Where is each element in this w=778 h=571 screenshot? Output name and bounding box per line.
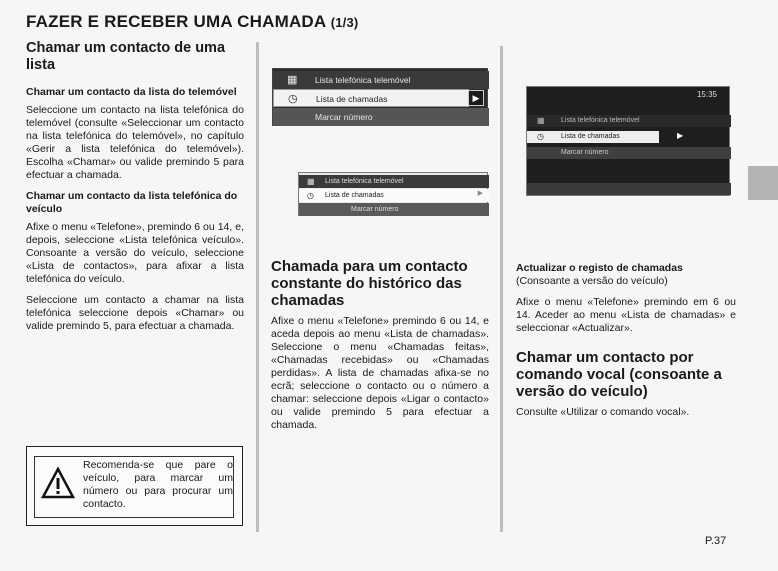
chapter-tab-marker bbox=[748, 166, 778, 200]
section-heading: Chamar um contacto por comando vocal (consoante a versão do veículo) bbox=[516, 349, 722, 400]
subsection-heading: Chamar um contacto da lista telefónica do veículo bbox=[26, 190, 238, 215]
menu-row-dial-number: Marcar número bbox=[273, 108, 489, 126]
page-title-part: (1/3) bbox=[330, 15, 359, 30]
page-title-text: FAZER E RECEBER UMA CHAMADA bbox=[26, 12, 326, 31]
menu-row-phonebook: ▦ Lista telefónica telemóvel bbox=[299, 175, 489, 188]
chevron-right-icon: ▶ bbox=[677, 131, 684, 140]
menu-row-phonebook: ▦ Lista telefónica telemóvel bbox=[527, 115, 731, 127]
paragraph: Seleccione um contacto na lista telefónica do telemóvel (consulte «Seleccionar um contacto na lista telefónica do telemóvel», no capítulo «Gerir a lista telefónica do telemóvel»). Escolha «Chamar» ou valide premindo 5 para efectuar a chamada. bbox=[26, 104, 244, 181]
menu-row-call-list: ◷ Lista de chamadas bbox=[273, 89, 469, 107]
phonebook-icon: ▦ bbox=[307, 177, 315, 186]
status-bar bbox=[527, 183, 731, 195]
menu-row-call-list: ◷ Lista de chamadas bbox=[527, 131, 659, 143]
warning-box bbox=[26, 446, 243, 526]
phone-menu-screenshot-small bbox=[298, 172, 488, 216]
column-divider bbox=[256, 42, 259, 532]
column-middle bbox=[271, 258, 489, 440]
call-log-icon: ◷ bbox=[537, 132, 544, 141]
phonebook-icon: ▦ bbox=[287, 74, 298, 86]
paragraph: Afixe o menu «Telefone», premindo 6 ou 14, e, depois, seleccione «Lista telefónica veículo». Consoante a versão do veículo, seleccione «Lista de contactos», para afixar a lista telefónica do veículo. bbox=[26, 221, 244, 285]
page-title bbox=[26, 12, 358, 32]
menu-row-phonebook: ▦ Lista telefónica telemóvel bbox=[273, 71, 489, 89]
menu-row-call-list: ◷ Lista de chamadas bbox=[299, 189, 489, 202]
warning-frame bbox=[34, 456, 234, 518]
paragraph: Seleccione um contacto a chamar na lista telefónica seleccione depois «Chamar» ou valide premindo 5, para efectuar a chamada. bbox=[26, 294, 244, 332]
call-list-screenshot bbox=[526, 86, 730, 196]
warning-triangle-icon bbox=[41, 467, 75, 499]
chevron-right-icon: ▶ bbox=[468, 90, 484, 106]
column-right bbox=[516, 262, 736, 427]
column-left bbox=[26, 40, 244, 341]
call-log-icon: ◷ bbox=[307, 191, 314, 200]
subsection-heading: Actualizar o registo de chamadas bbox=[516, 262, 683, 274]
menu-row-dial-number: Marcar número bbox=[527, 147, 731, 159]
call-log-icon: ◷ bbox=[288, 93, 298, 105]
clock-readout: 15:35 bbox=[696, 90, 717, 99]
subsection-note: (Consoante a versão do veículo) bbox=[516, 275, 668, 287]
phone-menu-screenshot bbox=[272, 68, 488, 126]
menu-row-dial-number: Marcar número bbox=[299, 203, 489, 216]
warning-text: Recomenda-se que pare o veículo, para marcar um número ou para procurar um contacto. bbox=[83, 459, 233, 510]
section-heading: Chamar um contacto de uma lista bbox=[26, 40, 226, 73]
page-number: P.37 bbox=[705, 535, 727, 547]
paragraph: Afixe o menu «Telefone» premindo em 6 ou 14. Aceder ao menu «Lista de chamadas» e seleccionar «Actualizar». bbox=[516, 296, 736, 334]
column-divider bbox=[500, 46, 503, 532]
paragraph: Afixe o menu «Telefone» premindo 6 ou 14, e aceda depois ao menu «Lista de chamadas». Seleccione o menu «Chamadas feitas», «Chamadas recebidas» ou «Chamadas perdidas». A lista de chamadas afixa-se no ecrã; seleccione o contacto ou o número a chamar: seleccione depois «Ligar o contacto» ou valide premindo 5 para efectuar a chamada. bbox=[271, 315, 489, 431]
chevron-right-icon: ▶ bbox=[477, 190, 483, 197]
paragraph: Consulte «Utilizar o comando vocal». bbox=[516, 406, 690, 418]
phonebook-icon: ▦ bbox=[537, 116, 545, 125]
section-heading: Chamada para um contacto constante do histórico das chamadas bbox=[271, 258, 468, 309]
subsection-heading: Chamar um contacto da lista do telemóvel bbox=[26, 86, 237, 98]
